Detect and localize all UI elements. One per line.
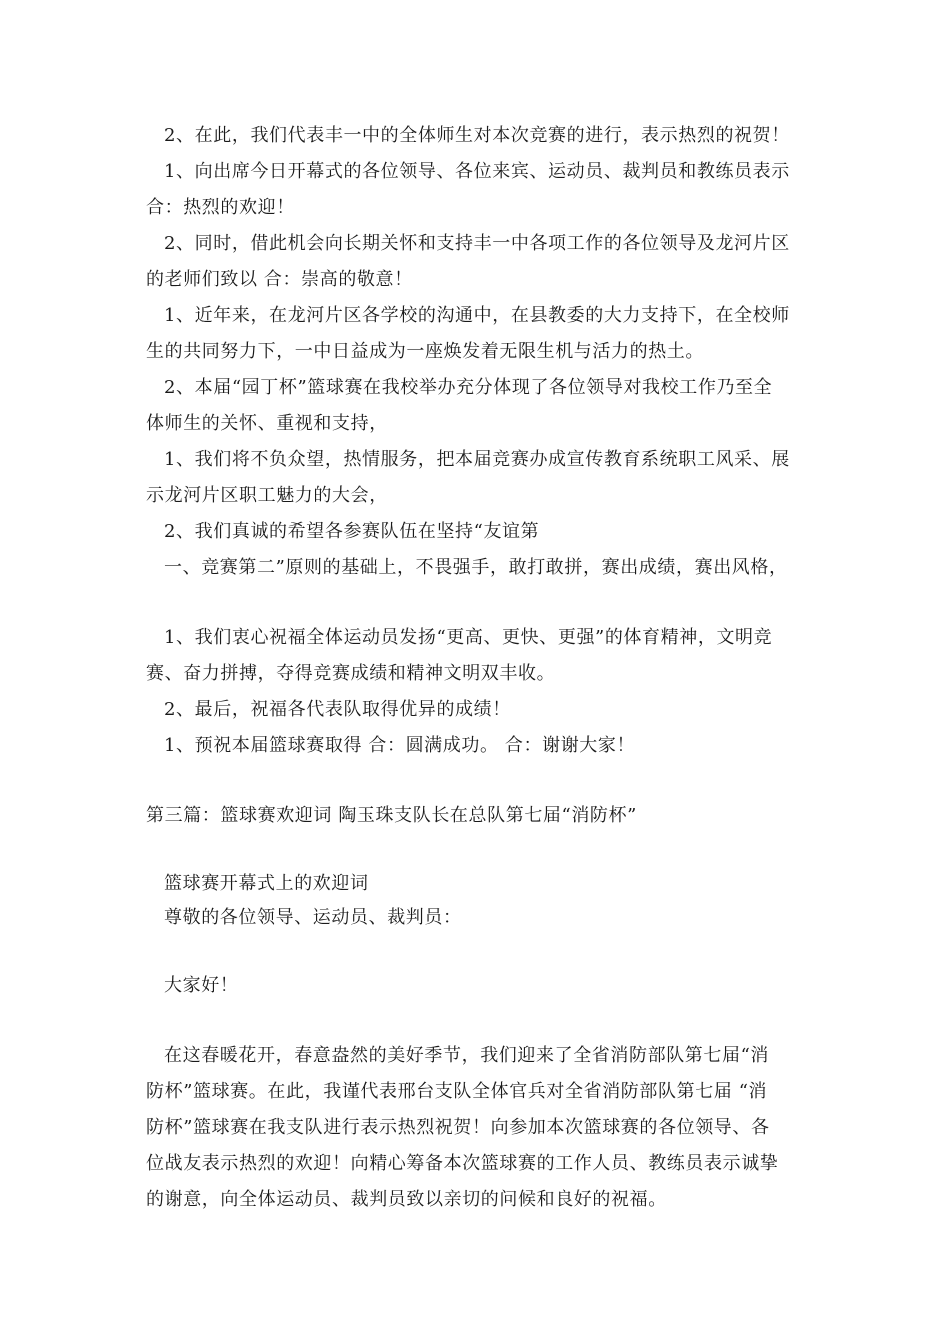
paragraph-line: 一、竞赛第二”原则的基础上，不畏强手，敢打敢拼，赛出成绩，赛出风格， (164, 557, 788, 578)
paragraph-line: 的老师们致以 合：崇高的敬意！ (146, 269, 413, 290)
paragraph-line: 2、同时，借此机会向长期关怀和支持丰一中各项工作的各位领导及龙河片区 (164, 233, 790, 254)
greeting: 大家好！ (164, 975, 239, 996)
paragraph-line: 位战友表示热烈的欢迎！向精心筹备本次篮球赛的工作人员、教练员表示诚挚 (146, 1153, 779, 1174)
paragraph-line: 防杯”篮球赛在我支队进行表示热烈祝贺！向参加本次篮球赛的各位领导、各 (146, 1117, 770, 1138)
section-heading: 第三篇：篮球赛欢迎词 陶玉珠支队长在总队第七届“消防杯” (146, 805, 637, 826)
section-subtitle: 篮球赛开幕式上的欢迎词 (164, 873, 369, 894)
paragraph-line: 生的共同努力下，一中日益成为一座焕发着无限生机与活力的热土。 (146, 341, 704, 362)
paragraph-line: 1、我们衷心祝福全体运动员发扬“更高、更快、更强”的体育精神，文明竞 (164, 627, 773, 648)
paragraph-line: 在这春暖花开，春意盎然的美好季节，我们迎来了全省消防部队第七届“消 (164, 1045, 769, 1066)
paragraph-line: 1、预祝本届篮球赛取得 合：圆满成功。 合：谢谢大家！ (164, 735, 636, 756)
paragraph-line: 2、最后，祝福各代表队取得优异的成绩！ (164, 699, 511, 720)
paragraph-line: 2、我们真诚的希望各参赛队伍在坚持“友谊第 (164, 521, 540, 542)
paragraph-line: 2、在此，我们代表丰一中的全体师生对本次竞赛的进行，表示热烈的祝贺！ (164, 125, 790, 146)
paragraph-line: 体师生的关怀、重视和支持， (146, 413, 388, 434)
paragraph-line: 合：热烈的欢迎！ (146, 197, 295, 218)
paragraph-line: 1、我们将不负众望，热情服务，把本届竞赛办成宣传教育系统职工风采、展 (164, 449, 790, 470)
salutation: 尊敬的各位领导、运动员、裁判员： (164, 907, 462, 928)
paragraph-line: 示龙河片区职工魅力的大会， (146, 485, 388, 506)
paragraph-line: 赛、奋力拼搏，夺得竞赛成绩和精神文明双丰收。 (146, 663, 556, 684)
paragraph-line: 防杯”篮球赛。在此，我谨代表邢台支队全体官兵对全省消防部队第七届 “消 (146, 1081, 768, 1102)
paragraph-line: 1、向出席今日开幕式的各位领导、各位来宾、运动员、裁判员和教练员表示 (164, 161, 790, 182)
paragraph-line: 1、近年来，在龙河片区各学校的沟通中，在县教委的大力支持下，在全校师 (164, 305, 790, 326)
paragraph-line: 2、本届“园丁杯”篮球赛在我校举办充分体现了各位领导对我校工作乃至全 (164, 377, 773, 398)
paragraph-line: 的谢意，向全体运动员、裁判员致以亲切的问候和良好的祝福。 (146, 1189, 667, 1210)
